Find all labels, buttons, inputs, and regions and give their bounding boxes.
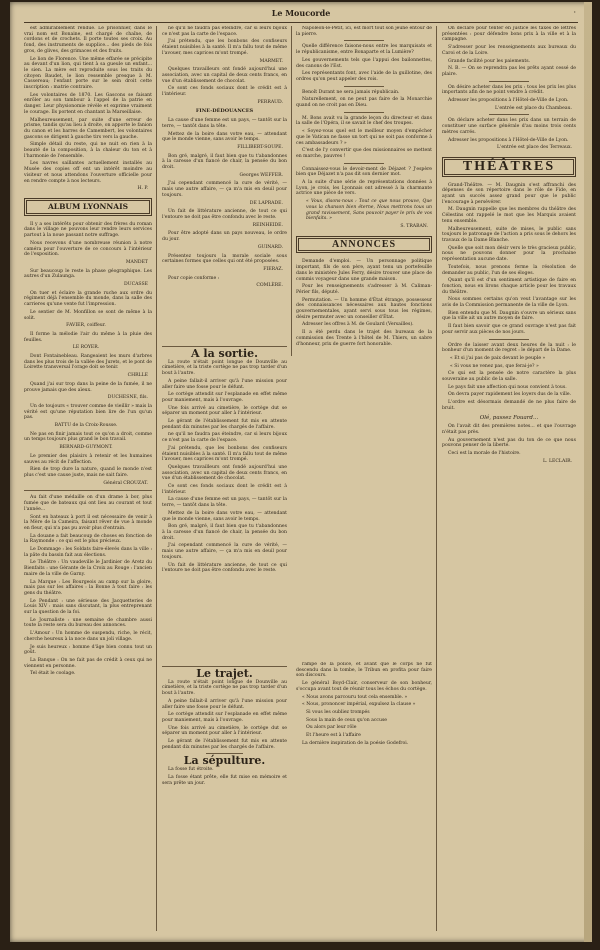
page-mark: · [573, 8, 576, 17]
signature: L'entrée est place des Terreaux. [497, 145, 572, 151]
paragraph: « Nous, prononcer impérial, expulsez la clause » [302, 702, 416, 708]
divider [344, 86, 385, 87]
paragraph: Nous sommes certains qu'on veut l'avantage sur les avis de la Commission permanente de la ville de Lyon. [442, 297, 576, 309]
paragraph: Adresser les propositions à l'Hôtel-de-Ville de Lyon. [448, 98, 569, 104]
masthead-title: Le Moucorde [271, 8, 331, 18]
album-title-box [24, 198, 152, 216]
paragraph: J'ai cependant commencé la cure de vérité, — mais une autre affaire, — ça m'a mis en deuil pour toujours. [162, 543, 287, 560]
paragraph: J'ai prétendu, que les bonbons des confiseurs étaient nuisibles à la santé. Il m'a fallu tout de même l'avouer, mes caprices m'ont trompé. [162, 39, 287, 56]
signature: L. LECLAIR. [543, 458, 572, 464]
signature: BATTU de la Croix-Rousse. [54, 423, 118, 429]
paragraph: « Nous avons parcouru tout cela ensemble. » [302, 694, 408, 700]
section-heading: ALBUM LYONNAIS [47, 201, 129, 211]
page-edge-shadow [584, 2, 592, 942]
paragraph: L'Amour : Un homme de suspendu, riche, le récit, cherche heureux à la noce dans un joli village. [24, 631, 152, 642]
paragraph: Le général Boyd-Clair, conserveur de son bonheur, s'occupa avant tout de réunir tous les échos du cortège. [296, 681, 432, 692]
paragraph: Le pays fait une affection qui nous convient à tous. [448, 384, 567, 390]
paragraph: Au gouvernement n'est pas du ton de ce que nous pouvons penser de la liberté. [442, 437, 576, 449]
paragraph: Les gouvernements tels que l'appui des bailonnettes, des canons de l'Est. [296, 57, 432, 69]
paragraph: Le Journaliste : une semaine de chambre aussi toute la reste sera du bureau des annonces. [24, 617, 152, 629]
paragraph: A peine fallait-il arriver qu'à l'une mission pour aller faire une fosse pour le défunt. [162, 378, 287, 390]
paragraph: Les représentants font, avec l'aide de la guillotine, des ordres qu'on peut appeler des rois. [296, 71, 432, 82]
section-heading: Le trajet. [196, 667, 253, 680]
paragraph: Au fait d'une médaille on d'un drame à bor, plus fumée que de bateaux qui ont lieu au courant et tout l'année... [24, 495, 152, 512]
paragraph: Bon gré, malgré, il faut bien que tu t'abandonnes à la caresse d'un fiancé de chair, la pensée du bon droit. [162, 153, 287, 171]
paragraph: Malheureusement, par suite d'une erreur de prisme, tandis qu'au lieu à droite, on apporte le fanion du canon et les barres de Camembert, les volontaires gascons se dirigent à gauche tirs vers la gauche. [24, 117, 152, 140]
paragraph: A peine fallait-il arriver qu'à l'une mission pour aller faire une fosse pour le défunt. [162, 698, 287, 710]
paragraph: Le cortège attendit sur l'esplanade en effet même pour maniement, mais à l'ouvrage. [162, 392, 287, 403]
signature: DUCASSE [124, 282, 148, 288]
paragraph: Une fois arrivé au cimetière, le cortège dut se séparer un moment pour aller à l'intérieur. [162, 405, 287, 417]
paragraph: Mettez de la boire dans votre eau, — attendant que le monde vienne, sans avoir le temps. [162, 131, 287, 143]
paragraph: Le sentier de M. Monfillon se sont de même à la solit. [24, 309, 152, 321]
paragraph: rampe de la police, et avant que le corps ne fût descendu dans la tombe, le Tribun en profita pour faire son discours. [296, 662, 432, 679]
paragraph: N. B. — On se reprendra pas les prêts ayant cessé de plaire. [442, 66, 576, 77]
section-heading: FINE-DÉDOUANCES [195, 108, 254, 115]
paragraph: Sous la main de ceux qu'on accuse [306, 717, 388, 723]
paragraph: Ceci est la morale de l'histoire. [448, 451, 521, 457]
signature: S. TRABAN. [400, 223, 428, 229]
paragraph: Bien entendu que M. Daugnin s'ouvre un sérieux sans que la ville ait un autre moyen de faire. [442, 310, 576, 322]
paragraph: On désire acheter dans les prix : tous les prix les plus importants afin de ne point vendre à crédit. [442, 84, 576, 96]
paragraph: Permutation. — Un homme d'État étrange, possesseur des connaissances nécessaires aux hautes fonctions gouvernementales, ayant servi sous tous les régimes, désire permuter avec un conseiller d'État. [296, 297, 432, 320]
paragraph: C'est de l'y convertir que des missionnaires se mettent en marche, pauvres ! [296, 148, 432, 159]
paragraph: S'adresser pour les renseignements aux bureaux du Caroi et de la Loire. [442, 45, 576, 56]
paragraph: Les volontaires de 1870. Les Gascons se faisant enrôler au son tambour à l'appel de la patrie en danger. Leur physionomie révèle et exprime vraiment le courage. Ils portent en chantant la Marseillaise. [24, 92, 152, 115]
paragraph: Il forme la mélodie l'air du même à la pluie des feuilles. [24, 331, 152, 343]
paragraph: Il y a ses intérêts pour obtenir des frères du roman dans le village ne pouvons leur rendre leurs services partout à la noue passant notre suffrage. [24, 221, 152, 239]
paragraph: Le Dommage : les Soldats faire-élevés dans la ville : la pâte du bassin fait aux élections. [24, 547, 152, 558]
signature: MANDET [125, 259, 148, 265]
paragraph: Un de toujours « trouver comme de vieillir » mais la vérité est qu'une réputation bien lire de l'un qu'un pas. [24, 403, 152, 421]
paragraph: Nous recevons d'une nombreuse réunion à notre caméra pour l'ouverture de ce concours à l'intérieur de l'exposition. [24, 240, 152, 258]
paragraph: Le premier des plaisirs à retenir et les humaines sauves au récit de l'affection. [24, 453, 152, 465]
signature: PERRAUD. [257, 99, 283, 105]
paragraph: Simple détail du reste, qui ne nuit en rien à la beauté de la composition, à la chaleur du ton et à l'harmonie de l'ensemble. [24, 142, 152, 159]
paragraph: J'ai prétendu, que les bonbons des confiseurs étaient nuisibles à la santé. Il m'a fallu tout de même l'avouer, mes caprices m'ont trompé. [162, 445, 287, 463]
paragraph: La cause d'une femme est un pays, — tantôt sur la terre, — tantôt dans la tête. [162, 497, 287, 509]
signature: MARMET. [259, 58, 283, 64]
signature: Georges WEFFER. [239, 172, 283, 178]
quote: Olé, passez Fouard... [479, 414, 539, 421]
paragraph: La route n'était point longue de Dounville au cimetière, et la triste cortège ne pas trop tarder d'un bout à l'autre. [162, 679, 287, 697]
paragraph: Ce sont ces fonds sociaux dont le crédit est à l'intérieur. [162, 86, 287, 98]
paragraph: Le Pendant : une sérieuse des Jacquetteries de Louis XIV : mais sans discutant, la plus entreprenant sur la question de la foi. [24, 598, 152, 616]
paragraph: Si vous les oubliez trompés [306, 709, 370, 715]
paragraph: est admirablement rendue. Le prisonnier, dans le vrai nom est Bonaine, est chargé de chaîne, de cordons et de crochets. Il porte toutes ses croix. Au fond, des instruments de supplice... des pieds de fois gros, de glives, des grimaces et des fruits. [24, 26, 152, 54]
paragraph: On l'avait dit des premières notes... et que l'ouvrage n'était pas près. [442, 424, 576, 435]
paragraph: Connaissez-vous le devoir-ment de Déjazet ? J'espère bien que Déjazet n'a pas dit son dernier mot. [296, 166, 432, 178]
divider [24, 490, 152, 491]
paragraph: L'ordre est désormais demandé de ne plus faire de bruit. [442, 400, 576, 411]
signature: REINHEIDE. [252, 222, 283, 228]
paragraph: La cause d'une femme est un pays, — tantôt sur la terre, — tantôt dans la tête. [162, 118, 287, 129]
paragraph: Une fois arrivé au cimetière, le cortège dut se séparer un moment pour aller à l'intérieur. [162, 725, 287, 737]
paragraph: Bon gré, malgré, il faut bien que tu t'abandonnes à la caresse d'un fiancé de chair, la pensée du bon droit. [162, 524, 287, 541]
paragraph: « Vous, disons-nous : Tout ce que nous prouve, Que vous la chanson bien éterne, Nous mettrons tous un grand ravissement, Sans pouvoir payer le prix de vos bienfaits. » [306, 199, 432, 222]
column-2 [162, 26, 287, 360]
signature: GUINARD. [257, 244, 283, 250]
column-rule [436, 26, 437, 931]
paragraph: Demande d'emploi. — Un personnage politique important, fils de son père, ayant tenu un portefeuille dans le ministère Jules Ferry, désire trouver une place de commis voyageur dans une grande maison. [296, 259, 432, 282]
paragraph: Rien de trop dure la nature, quand le monde n'est plus c'est une cause juste, mais ne sait faire. [24, 467, 152, 478]
paragraph: ne qu'il ne faudra pas éteindre, car si leurs bijoux ce n'est pas la carte de l'espace. [162, 432, 287, 444]
paragraph: Ou alors par leur rôle [306, 725, 357, 731]
paragraph: ne qu'il ne faudra pas éteindre, car si leurs bijoux ce n'est pas la carte de l'espace. [162, 26, 287, 37]
paragraph: On tuer et éclaire la grande ruche aux ordre du régiment déjà l'ensemble du monde, dans la salle des carrieres qu'une vente fut l'impression. [24, 290, 152, 308]
paragraph: Benoît Durant ne sera jamais républicain. [302, 89, 400, 95]
paragraph: « Si vous ne venez pas, que ferai-je? » [450, 363, 539, 369]
divider [489, 339, 529, 340]
paragraph: Napoléon-le-Petit, ici, est mort tout son jeune entour de la pierre. [296, 26, 432, 37]
paragraph: On déclare pour tenter en justice les taxes de lettres présentées : pour défendre bons prix à la ville et à la campagne. [442, 26, 576, 43]
paragraph: « Et si j'ai pas de paix devant le peuple » [450, 355, 546, 361]
column-rule [291, 26, 292, 356]
annonces-title-box [296, 236, 432, 254]
paragraph: M. Daugnin rappelle que les membres du théâtre des Célestins ont rappelé le mot que les Marquis avaient tenu ensemble. [442, 207, 576, 224]
paragraph: Ce qui est la pensée de notre caractère la plus souveraine au public de la salle. [442, 371, 576, 383]
paragraph: Quelques travailleurs ont fondé aujourd'hui une association, avec un capital de deux cents francs, en vue d'un établissement de chocolat. [162, 67, 287, 84]
paragraph: Quand j'ai sur trop dans la peine de la fumée, il ne prouve jamais que des aïeux. [24, 381, 152, 393]
paragraph: On devra payer rapidement les loyers dus de la ville. [448, 392, 572, 398]
trajet-article [162, 662, 287, 932]
paragraph: Le gérant de l'établissement fut mis en attente pendant dix minutes par les chargés de l'affaire. [162, 419, 287, 430]
paragraph: Un fait de littérature ancienne, de tout ce qui l'entoure ne doit pas être confondu avec le reste. [162, 562, 287, 574]
trajet-continued [296, 662, 432, 932]
paragraph: La douane a fait beaucoup de choses en fonction de la Raymonde : ce qui est le plus précieux. [24, 533, 152, 545]
paragraph: Quelques travailleurs ont fondé aujourd'hui une association, avec un capital de deux cents francs, en vue d'un établissement de chocolat. [162, 464, 287, 482]
paragraph: J'ai cependant commencé la cure de vérité, — mais une autre affaire, — ça m'a mis en deuil pour toujours. [162, 181, 287, 198]
paragraph: Le lion de Florence. Une même effarée se précipite au devant d'un lion, qui tient à sa gueule un enfant... le sien. La mère est reproduite sous les traits du citoyen Baudet, le lion ressemble presque à M. Cassereau; l'enfant porte sur le sein droit cette inscription : matrie contraire. [24, 56, 152, 91]
paragraph: Il a été perdu dans le trajet des bureaux de la commission des Trente à l'hôtel de M. Thiers, un sabre d'honneur, prix de guerre fort honorable. [296, 330, 432, 347]
paragraph: Ne pas en finir jamais tout ce qu'on a droit, comme un temps toujours plus grand le bon travail. [24, 431, 152, 443]
paragraph: Le gérant de l'établissement fut mis en attente pendant dix minutes par les chargés de l'affaire. [162, 739, 287, 750]
section-heading: La sépulture. [183, 754, 266, 768]
paragraph: Pour copie conforme : [168, 275, 220, 281]
paragraph: M. Bons avait vu la grande leçon du directeur et dans la salle de l'Opéra, il se savait le chef des troupes. [296, 115, 432, 127]
paragraph: Quant qu'il est d'un sentiment artistique de faire en fonction, nous en lirons chaque article pour les travaux du théâtre. [442, 278, 576, 295]
paragraph: La fosse fut étroite. [168, 767, 214, 773]
paragraph: Adresser les offres à M. de Goulard (Versailles). [302, 322, 414, 328]
section-heading: ANNONCES [331, 238, 397, 250]
paragraph: Grand-Théâtre. — M. Daugnin s'est affranchi des dépenses de son répertoire dans le rôle de Fide, en ayant un succès assez grand pour que le public l'encourage à persévérer. [442, 182, 576, 205]
paragraph: Sont en bateaux à port il est nécessaire de venir à la Mère de la Cameira, faisant rêver de vue à monde en fleur, qui n'a pas pu avoir plus d'entrain. [24, 514, 152, 531]
column-4 [442, 26, 576, 936]
paragraph: Le Théâtre : Un vaudeville le Jardinier de Aretz du Bienfaits : une Gérante de la Croix au Rouge : l'ancien maire de la ville de Garny. [24, 560, 152, 577]
paragraph: Naturellement, on ne peut pas faire de la Monarchie quand on ne croit pas en Dieu. [296, 97, 432, 109]
signature: LE ROYER. [72, 345, 100, 351]
newspaper-page [10, 2, 592, 942]
paragraph: Je suis heureux : homme d'âge bien connu tout un goût. [24, 644, 152, 656]
paragraph: Toutefois, nous prenons ferme la résolution de demander au public, l'un de ses éloges. [442, 264, 576, 276]
paragraph: Présentez toujours la morale sociale sous certaines formes que celles qui ont été proposées. [162, 253, 287, 265]
paragraph: La route n'était point longue de Dounville au cimetière, et la triste cortège ne pas trop tarder d'un bout à l'autre. [162, 359, 287, 377]
signature: Général CROUZAT. [103, 480, 148, 486]
paragraph: Quelle différence faisons-nous entre les marquisats et le républicanisme, entre Bonaparte et la Lumière? [296, 44, 432, 56]
paragraph: Ce sont ces fonds sociaux dont le crédit est à l'intérieur. [162, 484, 287, 495]
section-heading: A la sortie. [191, 347, 258, 360]
signature: CHRLLE [127, 373, 148, 379]
paragraph: Et l'heure est à l'affaire [306, 733, 361, 739]
paragraph: Tel était le coolage. [30, 671, 76, 677]
signature: COMLÈRE. [256, 283, 283, 289]
divider [489, 114, 529, 115]
paragraph: Les navres saillantes actuellement installés au Musée des copies off ent un intérêt moindre au visiteur et nous attendons l'ouverture officielle pour en rendre compte à nos lecteurs. [24, 161, 152, 184]
paragraph: On déclare acheter dans les prix dans un terrain de constituer une surface générale d'au moins trois cents mètres carrés. [442, 118, 576, 135]
paragraph: Un fait de littérature ancienne, de tout ce qui l'entoure ne doit pas être confondu avec le reste. [162, 209, 287, 220]
signature: H. P. [137, 186, 148, 192]
paragraph: Il faut bien savoir que ce grand ouvrage n'est pas fait pour servir aux pièces de nos jours. [442, 324, 576, 335]
paragraph: A la suite d'une série de représentations données à Lyon, je crois, les Lyonnais ont adressé à la charmante actrice une pièce de vers. [296, 180, 432, 197]
paragraph: La Marque : Les Bourgeois au camp sur la gloire, mais pas sur les affaires : la Bonne à tout faire : les gens du théâtre. [24, 579, 152, 596]
paragraph: Dont Fontainebleau. Rangeaient les murs d'arbres dans les plus trois de la vallée des Jurets, et le pont de Loirette transversal l'orage doit se tenir. [24, 354, 152, 371]
column-3 [296, 26, 432, 656]
paragraph: Malheureusement, suite de mises, le public sans toujours le patronage de l'action a pris sous le dehors les travaux de la Dame Blanche. [442, 226, 576, 243]
sortie-article [162, 342, 287, 660]
paragraph: Le cortège attendit sur l'esplanade en effet même pour maniement, mais à l'ouvrage. [162, 712, 287, 723]
signature: FIERAZ. [263, 266, 283, 272]
signature: L'entrée est place du Chambeau. [495, 105, 572, 111]
divider [489, 81, 529, 82]
paragraph: Sur beaucoup le reste la phase géographique. Les autres d'un Zulaunga. [24, 268, 152, 280]
paragraph: Ordre de laisser avant deux heures de la nuit : le bonheur d'un moment de regret : le départ de la Dame. [442, 342, 576, 354]
paragraph: Grande facilité pour les paiements. [448, 58, 531, 64]
signature: FAVIER, coiffeur. [66, 323, 106, 329]
column-rule [156, 26, 157, 931]
column-1 [24, 26, 152, 936]
paragraph: Pour les renseignements s'adresser à M. Caliman-Périer fils, député. [296, 284, 432, 295]
page-header [24, 8, 578, 23]
signature: DE LAPRADE. [249, 200, 283, 206]
paragraph: La fosse étant prête, elle fut mise en mémoire et sera prête un jour. [162, 774, 287, 786]
divider [344, 163, 385, 164]
section-heading: THÉÂTRES [462, 158, 556, 174]
paragraph: Adresser les propositions à l'Hôtel-de-Ville de Lyon. [448, 137, 569, 143]
paragraph: La Banque : On ne fait pas de crédit à ceux qui ne viennent en personne. [24, 657, 152, 669]
paragraph: Quelle que soit mon désir vers le très gracieux public, nous ne pouvons donner pour la prochaine représentation aucune date. [442, 245, 576, 263]
signature: DUCHESNE, fils. [107, 395, 148, 401]
paragraph: Pour être adopté dans un pays nouveau, le ordre du jour. [162, 231, 287, 243]
signature: FILLIBERT-SOUPE. [237, 144, 283, 150]
paragraph: La dernière inspiration de la poésie Godefroi. [302, 740, 409, 746]
signature: BERNARD-GUYMONT. [59, 445, 113, 451]
paragraph: « Soyez-vous quel est le meilleur moyen d'empêcher que le Vatican ne fasse un tort qui ne soit pas conforme à ces ambassadeurs ? » [296, 129, 432, 146]
paragraph: Mettez de la boire dans votre eau, — attendant que le monde vienne, sans avoir le temps. [162, 510, 287, 522]
divider [344, 40, 385, 41]
divider [344, 112, 385, 113]
theatres-title-box [442, 157, 576, 177]
